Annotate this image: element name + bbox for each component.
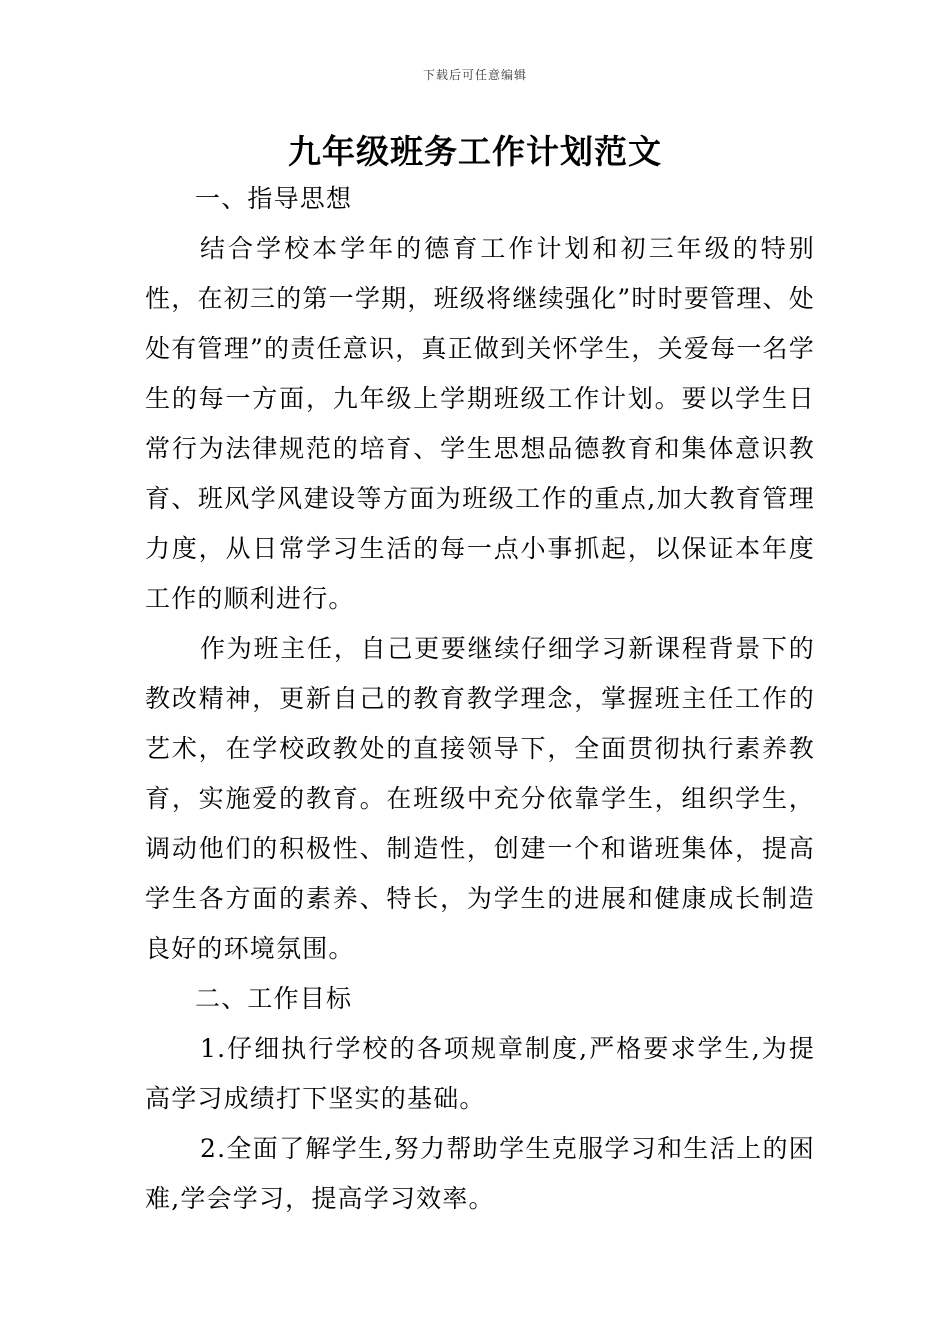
section-work-goals — [145, 974, 815, 1224]
section-heading: 一、指导思想 — [195, 184, 353, 213]
paragraph: 结合学校本学年的德育工作计划和初三年级的特别性，在初三的第一学期，班级将继续强化”时时要管理、处处有管理”的责任意识，真正做到关怀学生，关爱每一名学生的每一方面，九年级上学期班级工作计划。要以学生日常行为法律规范的培育、学生思想品德教育和集体意识教育、班风学风建设等方面为班级工作的重点,加大教育管理力度，从日常学习生活的每一点小事抓起，以保证本年度工作的顺利进行。 — [145, 234, 815, 613]
section-guiding-ideology — [145, 174, 815, 974]
header-note: 下载后可任意编辑 — [422, 68, 527, 82]
paragraph: 作为班主任，自己更要继续仔细学习新课程背景下的教改精神，更新自己的教育教学理念，掌握班主任工作的艺术，在学校政教处的直接领导下，全面贯彻执行素养教育，实施爱的教育。在班级中充分依靠学生，组织学生，调动他们的积极性、制造性，创建一个和谐班集体，提高学生各方面的素养、特长，为学生的进展和健康成长制造良好的环境氛围。 — [145, 634, 815, 963]
document-body — [145, 174, 815, 1224]
paragraph: 2.全面了解学生,努力帮助学生克服学习和生活上的困难,学会学习，提高学习效率。 — [145, 1134, 815, 1213]
section-heading: 二、工作目标 — [195, 984, 353, 1013]
paragraph: 1.仔细执行学校的各项规章制度,严格要求学生,为提高学习成绩打下坚实的基础。 — [145, 1034, 815, 1113]
document-title: 九年级班务工作计划范文 — [288, 132, 662, 171]
